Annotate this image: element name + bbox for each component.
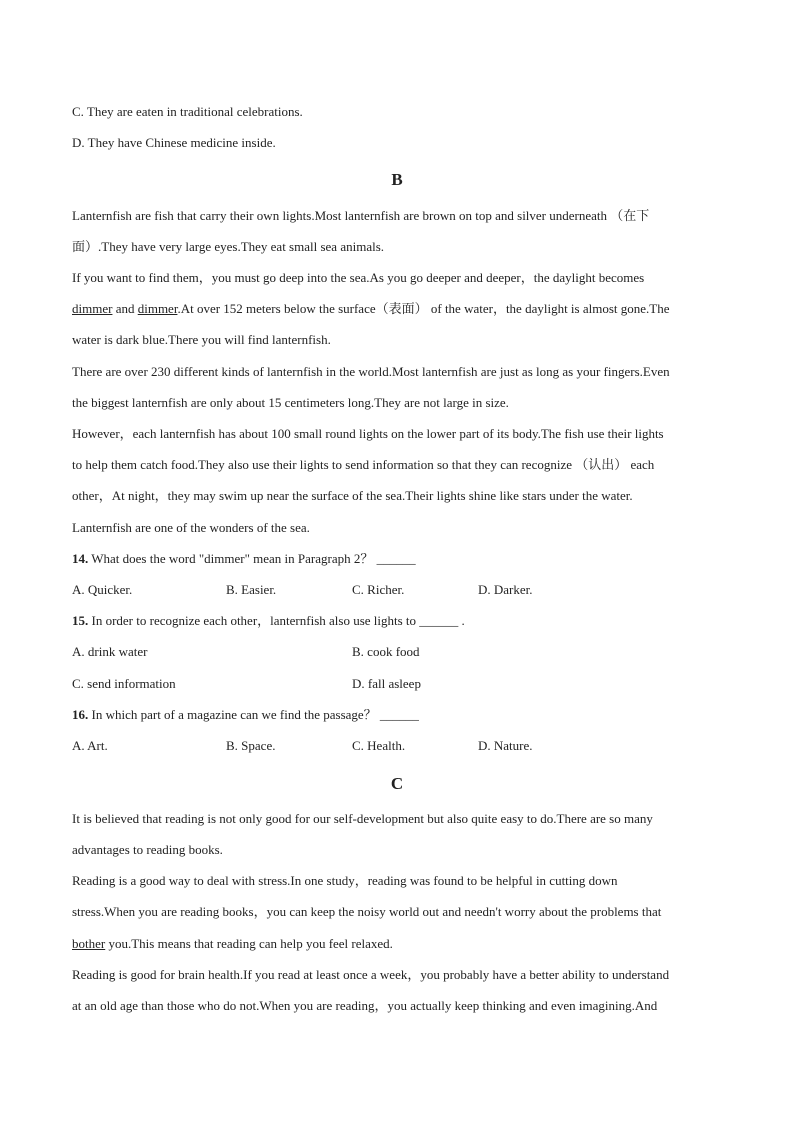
passage-b-line: Lanternfish are fish that carry their own lights.Most lanternfish are brown on top and silver underneath （在下 <box>72 208 650 223</box>
question-number: 16. <box>72 707 89 722</box>
question-text: In which part of a magazine can we find the passage？ ______ <box>88 707 419 722</box>
passage-c-line: Reading is good for brain health.If you read at least once a week，you probably have a better ability to understand <box>72 967 670 982</box>
q14-option-d[interactable]: D. Darker. <box>478 582 533 597</box>
passage-text: and <box>112 301 138 316</box>
q16-option-c[interactable]: C. Health. <box>352 738 406 753</box>
passage-b-line <box>72 300 670 318</box>
passage-c-line: It is believed that reading is not only good for our self-development but also quite easy to do.There are so many <box>72 811 653 826</box>
question-14 <box>72 550 416 568</box>
question-text: In order to recognize each other，lanternfish also use lights to ______ . <box>88 613 465 628</box>
passage-b-line: There are over 230 different kinds of lanternfish in the world.Most lanternfish are just as long as your fingers.Even <box>72 364 670 379</box>
passage-c-line <box>72 935 393 953</box>
q14-option-c[interactable]: C. Richer. <box>352 582 405 597</box>
passage-c-line: Reading is a good way to deal with stress.In one study，reading was found to be helpful in cutting down <box>72 873 618 888</box>
q16-option-d[interactable]: D. Nature. <box>478 738 533 753</box>
passage-b-line: water is dark blue.There you will find lanternfish. <box>72 332 331 347</box>
question-text: What does the word "dimmer" mean in Paragraph 2？ ______ <box>88 551 416 566</box>
q15-option-b[interactable]: B. cook food <box>352 644 420 659</box>
passage-c-line: stress.When you are reading books，you can keep the noisy world out and needn't worry about the problems that <box>72 904 662 919</box>
q16-option-a[interactable]: A. Art. <box>72 738 108 753</box>
prev-option-d: D. They have Chinese medicine inside. <box>72 135 276 150</box>
passage-b-line: However，each lanternfish has about 100 small round lights on the lower part of its body.The fish use their lights <box>72 426 664 441</box>
underlined-word-dimmer: dimmer <box>137 301 178 316</box>
passage-c-line: at an old age than those who do not.When you are reading，you actually keep thinking and even imagining.And <box>72 998 658 1013</box>
q16-option-b[interactable]: B. Space. <box>226 738 276 753</box>
underlined-word-dimmer: dimmer <box>72 301 113 316</box>
passage-text: .At over 152 meters below the surface（表面） of the water，the daylight is almost gone.The <box>177 301 670 316</box>
passage-b-line: Lanternfish are one of the wonders of the sea. <box>72 520 310 535</box>
passage-b-line: the biggest lanternfish are only about 15 centimeters long.They are not large in size. <box>72 395 509 410</box>
passage-b-line: other，At night，they may swim up near the surface of the sea.Their lights shine like stars under the water. <box>72 488 633 503</box>
section-c-title: C <box>390 774 404 793</box>
prev-option-c: C. They are eaten in traditional celebrations. <box>72 104 303 119</box>
q15-option-a[interactable]: A. drink water <box>72 644 148 659</box>
passage-c-line: advantages to reading books. <box>72 842 223 857</box>
question-number: 15. <box>72 613 89 628</box>
passage-b-line: to help them catch food.They also use their lights to send information so that they can recognize （认出） each <box>72 457 655 472</box>
passage-b-line: If you want to find them，you must go deep into the sea.As you go deeper and deeper，the daylight becomes <box>72 270 645 285</box>
section-b-title: B <box>391 170 403 189</box>
underlined-word-bother: bother <box>72 936 106 951</box>
q15-option-c[interactable]: C. send information <box>72 676 176 691</box>
question-16 <box>72 706 419 724</box>
q15-option-d[interactable]: D. fall asleep <box>352 676 421 691</box>
question-number: 14. <box>72 551 89 566</box>
passage-text: you.This means that reading can help you feel relaxed. <box>105 936 393 951</box>
passage-b-line: 面）.They have very large eyes.They eat small sea animals. <box>72 239 385 254</box>
q14-option-b[interactable]: B. Easier. <box>226 582 277 597</box>
question-15 <box>72 612 465 630</box>
q14-option-a[interactable]: A. Quicker. <box>72 582 133 597</box>
